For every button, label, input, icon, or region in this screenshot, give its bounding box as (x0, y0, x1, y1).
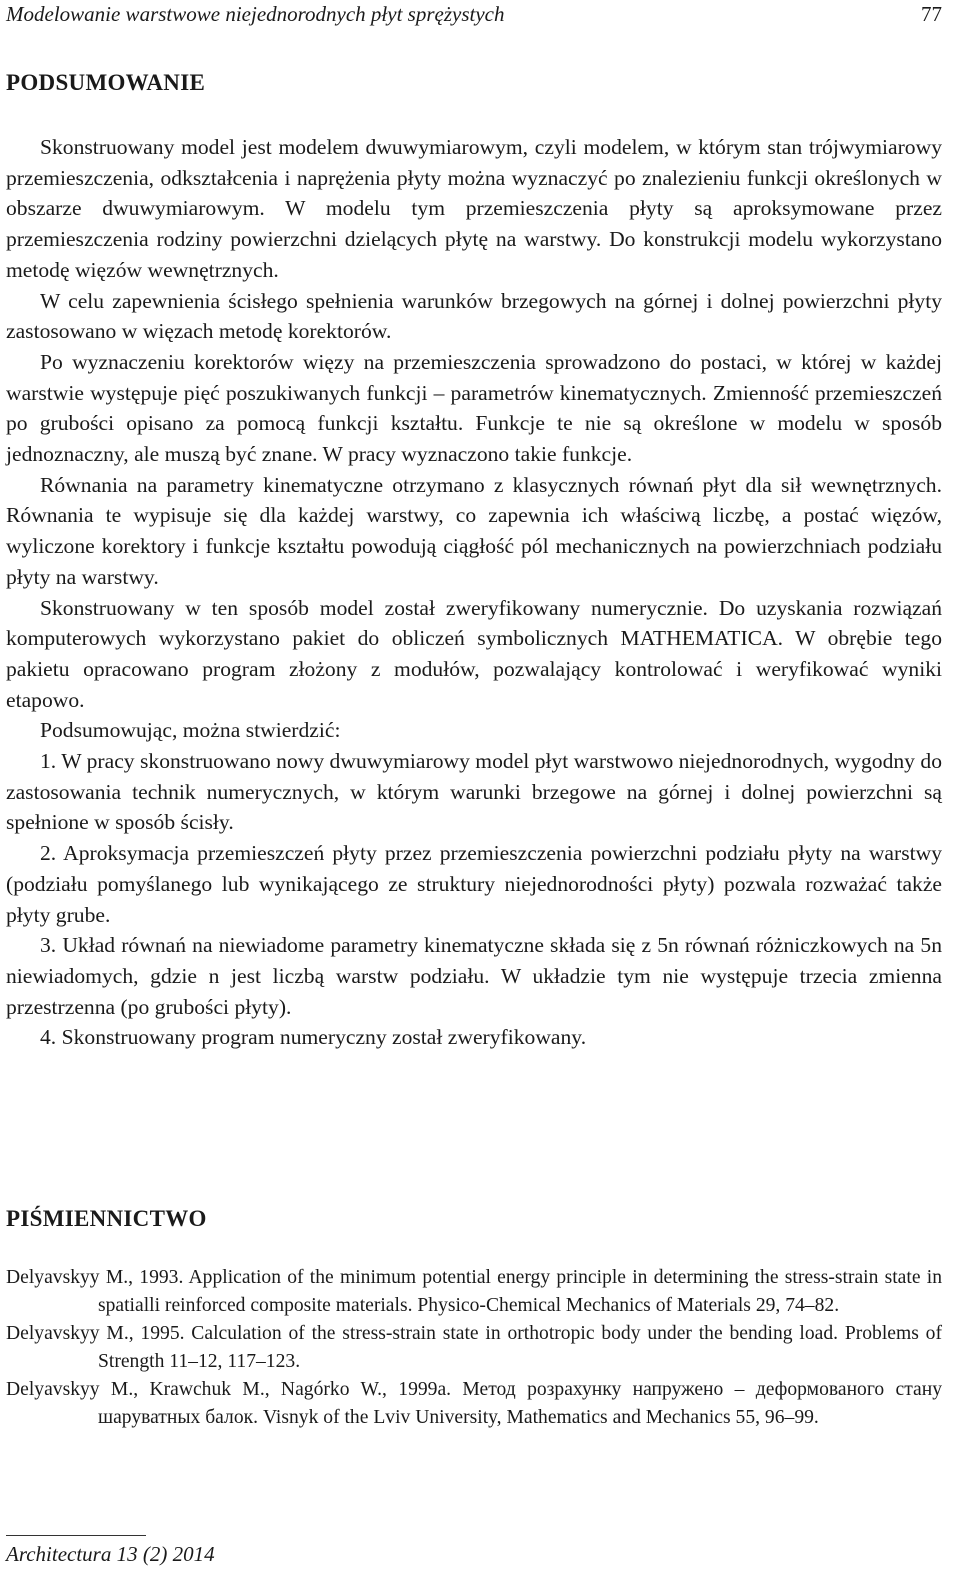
reference-item: Delyavskyy M., 1993. Application of the minimum potential energy principle in determining the stress-strain state in spatialli reinforced composite materials. Physico-Chemical Mechanics of Materials 29, 74–82. (6, 1267, 942, 1316)
references-heading: PIŚMIENNICTWO (6, 1206, 207, 1231)
references-list (6, 1264, 942, 1432)
conclusion-item: 2. Aproksymacja przemieszczeń płyty przez przemieszczenia powierzchni podziału płyty na warstwy (podziału pomyślanego lub wynikającego ze struktury niejednorodności płyty) pozwala rozważać także płyty grube. (6, 841, 942, 927)
summary-paragraph: Podsumowując, można stwierdzić: (40, 718, 341, 743)
summary-body (6, 132, 942, 1053)
conclusion-item: 4. Skonstruowany program numeryczny został zweryfikowany. (40, 1025, 587, 1050)
summary-paragraph: Skonstruowany w ten sposób model został zweryfikowany numerycznie. Do uzyskania rozwiązań komputerowych wykorzystano pakiet do obliczeń symbolicznych MATHEMATICA. W obrębie tego pakietu opracowano program złożony z modułów, pozwalający kontrolować i weryfikować wyniki etapowo. (6, 595, 942, 712)
running-header (6, 2, 942, 32)
summary-paragraph: W celu zapewnienia ścisłego spełnienia warunków brzegowych na górnej i dolnej powierzchni płyty zastosowano w więzach metodę korektorów. (6, 288, 942, 344)
journal-footer: Architectura 13 (2) 2014 (6, 1542, 215, 1566)
summary-heading: PODSUMOWANIE (6, 70, 206, 95)
conclusion-item: 1. W pracy skonstruowano nowy dwuwymiarowy model płyt warstwowo niejednorodnych, wygodny do zastosowania technik numerycznych, w którym warunki brzegowe na górnej i dolnej powierzchni są spełnione w sposób ścisły. (6, 749, 942, 835)
summary-paragraph: Skonstruowany model jest modelem dwuwymiarowym, czyli modelem, w którym stan trójwymiarowy przemieszczenia, odkształcenia i naprężenia płyty można wyznaczyć po znalezieniu funkcji określonych w obszarze dwuwymiarowym. W modelu tym przemieszczenia płyty są aproksymowane przez przemieszczenia rodziny powierzchni dzielących płytę na warstwy. Do konstrukcji modelu wykorzystano metodę więzów wewnętrznych. (6, 135, 942, 282)
summary-paragraph: Równania na parametry kinematyczne otrzymano z klasycznych równań płyt dla sił wewnętrznych. Równania te wypisuje się dla każdej warstwy, co zapewnia ich właściwą liczbę, a postać więzów, wyliczone korektory i funkcje kształtu powodują ciągłość pól mechanicznych na powierzchniach podziału płyty na warstwy. (6, 472, 942, 589)
reference-item: Delyavskyy M., Krawchuk M., Nagórko W., 1999a. Метод розрахунку напружено – деформованого стану шаруватных балок. Visnyk of the Lviv University, Mathematics and Mechanics 55, 96–99. (6, 1379, 942, 1428)
running-title: Modelowanie warstwowe niejednorodnych płyt sprężystych (6, 2, 505, 26)
footer-divider (6, 1535, 146, 1536)
reference-item: Delyavskyy M., 1995. Calculation of the stress-strain state in orthotropic body under the bending load. Problems of Strength 11–12, 117–123. (6, 1323, 942, 1372)
summary-paragraph: Po wyznaczeniu korektorów więzy na przemieszczenia sprowadzono do postaci, w której w każdej warstwie występuje pięć poszukiwanych funkcji – parametrów kinematycznych. Zmienność przemieszczeń po grubości opisano za pomocą funkcji kształtu. Funkcje te nie są określone w modelu w sposób jednoznaczny, ale muszą być znane. W pracy wyznaczono takie funkcje. (6, 349, 942, 467)
conclusion-item: 3. Układ równań na niewiadome parametry kinematyczne składa się z 5n równań różniczkowych na 5n niewiadomych, gdzie n jest liczbą warstw podziału. W układzie tym nie występuje trzecia zmienna przestrzenna (po grubości płyty). (6, 933, 942, 1019)
page-number: 77 (921, 2, 942, 26)
